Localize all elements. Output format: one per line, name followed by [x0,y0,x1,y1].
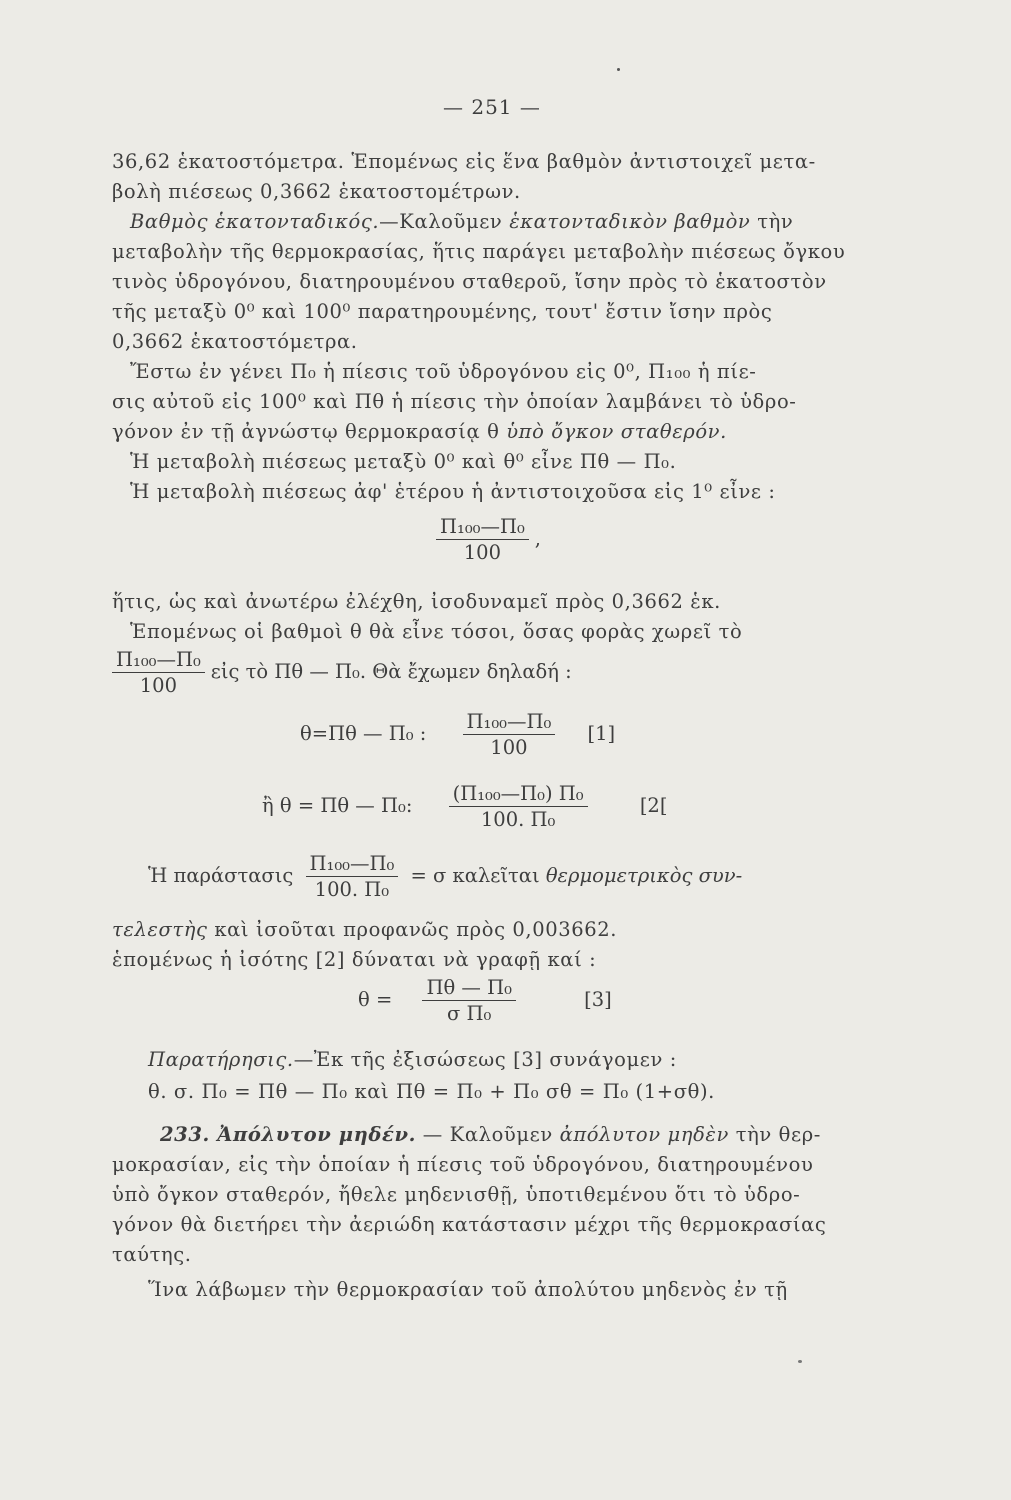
text-span: Ἡ παράστασις [148,864,294,887]
text-line: μοκρασίαν, εἰς τὴν ὁποίαν ἡ πίεσις τοῦ ὑδρογόνου, διατηρουμένου [112,1153,814,1176]
defined-term: θερμομετρικὸς συν- [545,864,743,887]
text-line: γόνον θὰ διετήρει τὴν ἀεριώδη κατάστασιν μέχρι τῆς θερμοκρασίας [112,1213,827,1236]
formula-inline [112,648,572,697]
text-line: βολὴ πιέσεως 0,3662 ἑκατοστομέτρων. [112,180,521,203]
text-line: μεταβολὴν τῆς θερμοκρασίας, ἥτις παράγει μεταβολὴν πιέσεως ὄγκου [112,240,846,263]
fraction-numerator: Πθ — Π₀ [422,976,515,1001]
text-span: — Καλοῦμεν [415,1123,560,1146]
fraction-denominator: 100. Π₀ [314,878,390,901]
section-title: Παρατήρησις. [148,1048,294,1071]
text-line: Ἵνα λάβωμεν τὴν θερμοκρασίαν τοῦ ἀπολύτου μηδενὸς ἐν τῇ [148,1278,788,1301]
text-span: τὴν [750,210,794,233]
text-span: εἰς τὸ Πθ — Π₀. Θὰ ἔχωμεν δηλαδή : [210,660,572,683]
text-span: καὶ ἰσοῦται προφανῶς πρὸς 0,003662. [207,918,618,941]
text-line: σις αὐτοῦ εἰς 100⁰ καὶ Πθ ἡ πίεσις τὴν ὁποίαν λαμβάνει τὸ ὑδρο- [112,390,797,413]
fraction-denominator: 100 [463,541,501,564]
section-heading: 233. Ἀπόλυτον μηδέν. [160,1123,416,1146]
fraction-numerator: Π₁₀₀—Π₀ [463,710,556,735]
text-line: Ἡ μεταβολὴ πιέσεως ἀφ' ἑτέρου ἡ ἀντιστοιχοῦσα εἰς 1⁰ εἶνε : [130,480,776,503]
text-line: ἥτις, ὡς καὶ ἀνωτέρω ἐλέχθη, ἰσοδυναμεῖ πρὸς 0,3662 ἑκ. [112,590,721,613]
fraction-numerator: Π₁₀₀—Π₀ [306,852,399,877]
ink-speck [617,68,620,71]
ink-speck [798,1360,802,1363]
defined-term: τελεστὴς [112,918,208,941]
fraction-denominator: 100. Π₀ [480,808,556,831]
text-line [112,918,617,941]
text-span: γόνον ἐν τῇ ἀγνώστῳ θερμοκρασίᾳ θ [112,420,507,443]
italic-span: ὑπὸ ὄγκον σταθερόν. [506,420,727,443]
text-span: = σ καλεῖται [410,864,546,887]
text-line: Ἑπομένως οἱ βαθμοὶ θ θὰ εἶνε τόσοι, ὅσας φορὰς χωρεῖ τὸ [130,620,743,643]
text-line: Ἡ μεταβολὴ πιέσεως μεταξὺ 0⁰ καὶ θ⁰ εἶνε Πθ — Π₀. [130,450,677,473]
formula-1 [300,710,615,759]
page-number: — 251 — [443,95,541,119]
text-span: —Ἐκ τῆς ἐξισώσεως [3] συνάγομεν : [293,1048,677,1071]
text-line: 36,62 ἑκατοστόμετρα. Ἑπομένως εἰς ἕνα βαθμὸν ἀντιστοιχεῖ μετα- [112,150,816,173]
formula-lhs: θ = [358,988,393,1011]
text-line: θ. σ. Π₀ = Πθ — Π₀ καὶ Πθ = Π₀ + Π₀ σθ = Π₀ (1+σθ). [148,1080,715,1103]
text-span: —Καλοῦμεν [379,210,510,233]
text-line: Ἔστω ἐν γένει Π₀ ἡ πίεσις τοῦ ὑδρογόνου εἰς 0⁰, Π₁₀₀ ἡ πίε- [130,360,757,383]
formula-lhs: θ=Πθ — Π₀ : [300,722,427,745]
equation-tag: [2[ [639,794,668,817]
fraction-numerator: (Π₁₀₀—Π₀) Π₀ [449,782,588,807]
fraction-denominator: σ Π₀ [447,1002,492,1025]
text-line: 0,3662 ἑκατοστόμετρα. [112,330,358,353]
formula-ratio [430,515,541,564]
text-line [148,1048,677,1071]
text-line: τῆς μεταξὺ 0⁰ καὶ 100⁰ παρατηρουμένης, τουτ' ἔστιν ἴσην πρὸς [112,300,773,323]
fraction-denominator: 100 [490,736,528,759]
text-line: ταύτης. [112,1243,192,1266]
text-line [160,1123,821,1146]
text-line: τινὸς ὑδρογόνου, διατηρουμένου σταθεροῦ, ἴσην πρὸς τὸ ἑκατοστὸν [112,270,827,293]
fraction-numerator: Π₁₀₀—Π₀ [436,515,529,540]
text-line [130,210,793,233]
equation-tag: [1] [587,722,616,745]
fraction-denominator: 100 [139,674,177,697]
punctuation: , [534,527,541,550]
defined-term: ἀπόλυτον μηδὲν [559,1123,729,1146]
equation-tag: [3] [584,988,612,1011]
text-line: ὑπὸ ὄγκον σταθερόν, ἤθελε μηδενισθῇ, ὑποτιθεμένου ὅτι τὸ ὑδρο- [112,1183,801,1206]
formula-lhs: ἢ θ = Πθ — Π₀: [262,794,413,817]
text-line [112,420,727,443]
fraction-numerator: Π₁₀₀—Π₀ [112,648,205,673]
formula-2 [262,782,667,831]
defined-term: ἑκατονταδικὸν βαθμὸν [509,210,751,233]
formula-sigma-line [148,852,742,901]
text-line: ἑπομένως ἡ ἰσότης [2] δύναται νὰ γραφῇ καί : [112,948,597,971]
section-title: Βαθμὸς ἑκατονταδικός. [130,210,380,233]
text-span: τὴν θερ- [728,1123,821,1146]
formula-3 [358,976,612,1025]
